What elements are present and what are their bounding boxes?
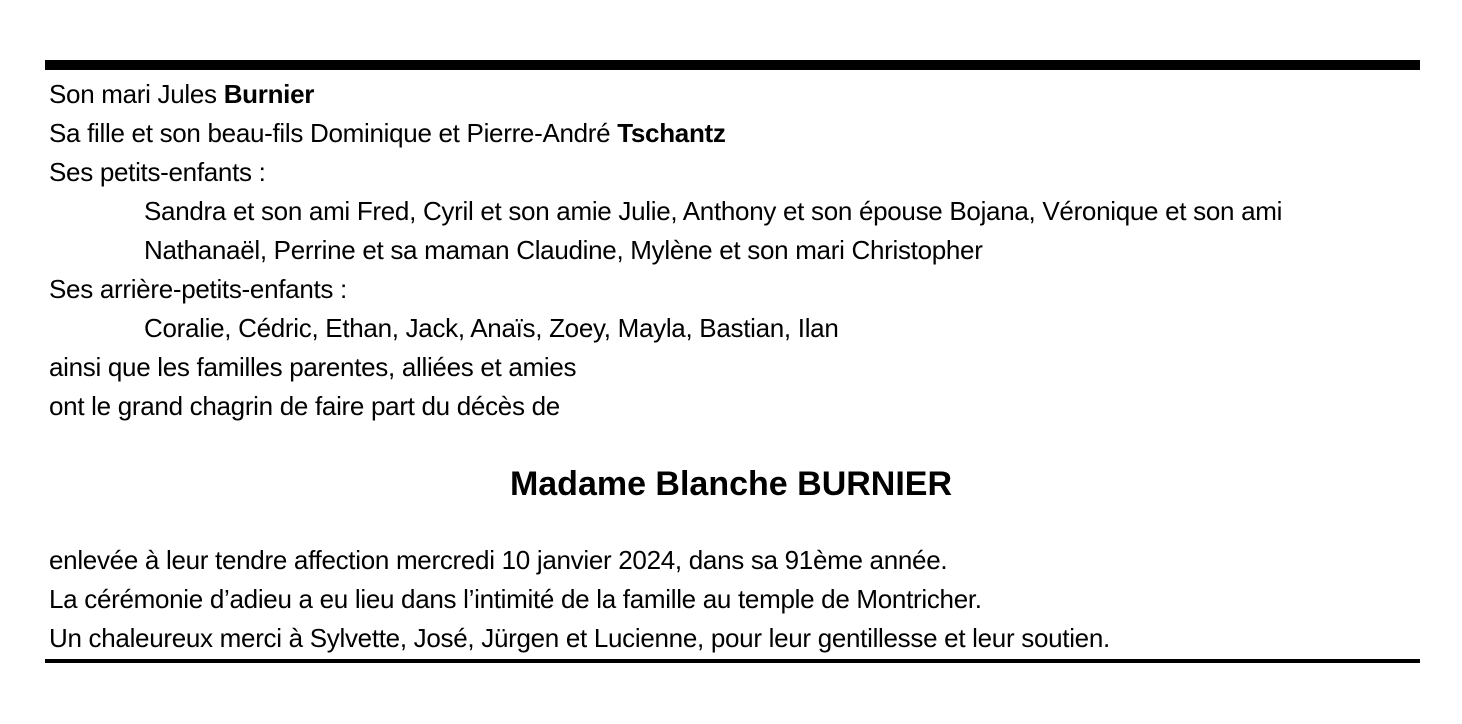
- relatives-line: ainsi que les familles parentes, alliées et amies: [49, 352, 577, 382]
- bottom-rule: [45, 659, 1420, 663]
- husband-line: [49, 75, 1429, 114]
- husband-prefix: Son mari Jules: [49, 79, 224, 109]
- announcement-line: ont le grand chagrin de faire part du décès de: [49, 391, 560, 421]
- great-grandchildren-list: Coralie, Cédric, Ethan, Jack, Anaïs, Zoey, Mayla, Bastian, Ilan: [144, 313, 839, 343]
- deceased-name: Madame Blanche BURNIER: [509, 465, 953, 503]
- daughter-prefix: Sa fille et son beau-fils Dominique et Pierre-André: [49, 118, 618, 148]
- ceremony-line: La cérémonie d’adieu a eu lieu dans l’intimité de la famille au temple de Montricher.: [49, 584, 982, 614]
- daughter-line: [49, 114, 1429, 153]
- grandchildren-list: Sandra et son ami Fred, Cyril et son amie Julie, Anthony et son épouse Bojana, Véronique et son ami Nathanaël, Perrine et sa maman Claudine, Mylène et son mari Christopher: [144, 196, 1283, 265]
- husband-surname: Burnier: [223, 79, 315, 109]
- grandchildren-heading: Ses petits-enfants :: [49, 157, 266, 187]
- family-block: [49, 75, 1429, 426]
- top-rule: [45, 60, 1420, 70]
- death-line: enlevée à leur tendre affection mercredi 10 janvier 2024, dans sa 91ème année.: [49, 545, 948, 575]
- daughter-surname: Tschantz: [617, 118, 726, 148]
- great-grandchildren-heading: Ses arrière-petits-enfants :: [49, 274, 347, 304]
- details-block: [49, 541, 1429, 658]
- thanks-line: Un chaleureux merci à Sylvette, José, Jürgen et Lucienne, pour leur gentillesse et leur soutien.: [49, 623, 1110, 653]
